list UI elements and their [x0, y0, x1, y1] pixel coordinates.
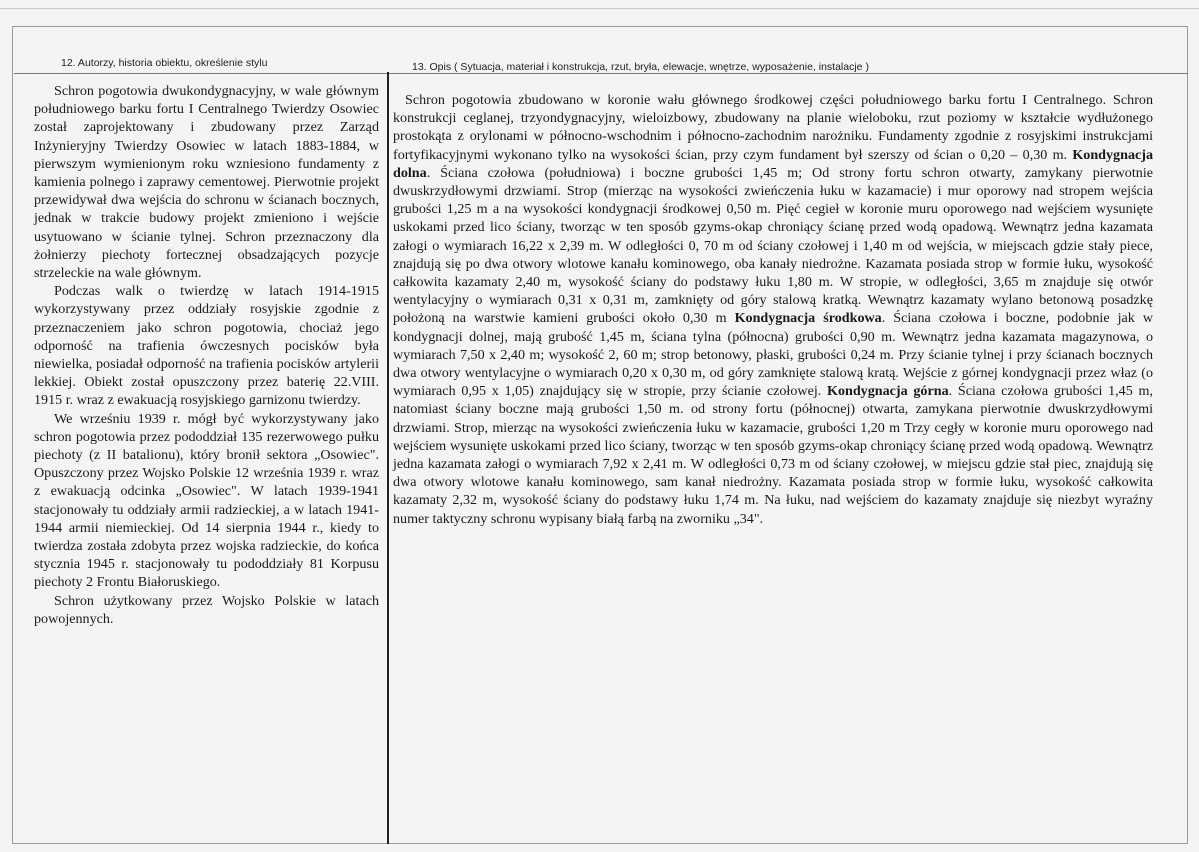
- column-divider: [387, 72, 389, 844]
- top-edge-rule: [0, 0, 1199, 9]
- history-paragraph: Schron użytkowany przez Wojsko Polskie w latach powojennych.: [34, 592, 379, 627]
- description-paragraph: [393, 91, 1153, 528]
- description-text: . Ściana czołowa grubości 1,45 m, natomiast ściany boczne mają grubości 1,50 m. od strony fortu (północnej) otwarta, zamykana pierwotnie dwuskrzydłowymi drzwiami. Strop, mierząc na wysokości zwieńczenia łuku w kazamacie, grubości 1,20 m Trzy cegły w koronie muru oporowego nad wejściem wysunięte uskokami przed lico ściany, tworząc w ten sposób gzyms-okap chroniący ścianę przed wodą opadową. Wewnątrz jedna kazamata załogi o wymiarach 7,92 x 2,41 m. W odległości 0,73 m od ściany czołowej, w miejscu gdzie stał piec, znajdują się dwa otwory wlotowe kanału kominowego, sam kanał niedrożny. Kazamata posiada strop w formie łuku, wysokość całkowita kazamaty 2,32 m, wysokość ściany do podstawy łuku 1,74 m. Na łuku, nad wejściem do kazamaty znajduje się niezbyt wyraźny numer taktyczny schronu wypisany białą farbą na zworniku „34".: [393, 383, 1153, 527]
- description-text: Schron pogotowia zbudowano w koronie wału głównego środkowej części południowego barku fortu I Centralnego. Schron konstrukcji ceglanej, trzyondygnacyjny, wieloizbowy, zbudowany na planie wieloboku, rzut poziomy w kształcie wydłużonego prostokąta z orylonami w północno-wschodnim i północno-zachodnim narożniku. Fundamenty zgodnie z rosyjskimi instrukcjami fortyfikacyjnymi wykonano tylko na wysokości ścian, przy czym fundament był szerszy od ścian o 0,20 – 0,30 m.: [393, 92, 1153, 163]
- description-text: . Ściana czołowa i boczne, podobnie jak w kondygnacji dolnej, mają grubość 1,45 m, ściana tylna (północna) grubości 0,90 m. Wewnątrz jedna kazamata magazynowa, o wymiarach 7,50 x 2,40 m; wysokość 2, 60 m; strop betonowy, płaski, grubości 0,24 m. Przy ścianie tylnej i przy ścianach bocznych dwa otwory wentylacyjne o wymiarach 0,20 x 0,30 m, od góry zamknięte stalową kratą. Wejście z górnej kondygnacji przez właz (o wymiarach 0,95 x 1,05) znajdujący się w stropie, przy ścianie czołowej.: [393, 310, 1153, 400]
- history-paragraph: Schron pogotowia dwukondygnacyjny, w wale głównym południowego barku fortu I Centralnego Twierdzy Osowiec został zaprojektowany i zbudowany przez Zarząd Inżynieryjny Twierdzy Osowiec w latach 1883-1884, w pierwszym wymienionym roku wzniesiono fundamenty z kamienia polnego i zaprawy cementowej. Pierwotnie projekt przewidywał dwa wejścia do schronu w ścianach bocznych, jednak w trakcie budowy projekt zmieniono i wejście usytuowano w ścianie tylnej. Schron przeznaczony dla żołnierzy piechoty fortecznej obsadzających pozycje strzeleckie na wale głównym.: [34, 83, 379, 282]
- history-paragraph: Podczas walk o twierdzę w latach 1914-1915 wykorzystywany przez oddziały rosyjskie zgodnie z przeznaczeniem jako schron pogotowia, chociaż jego odporność na trafienia ówczesnych pocisków była niewielka, posiadał odporność na trafienia pocisków artylerii lekkiej. Obiekt został opuszczony przez baterię 22.VIII. 1915 r. wraz z ewakuacją rosyjskiego garnizonu twierdzy.: [34, 283, 379, 409]
- section-12-header: 12. Autorzy, historia obiektu, określenie stylu: [61, 57, 268, 69]
- heading-lower-floor: Kondygnacja dolna: [393, 146, 1153, 181]
- heading-middle-floor: Kondygnacja środkowa: [734, 310, 882, 327]
- history-column: [34, 82, 379, 628]
- heading-upper-floor: Kondygnacja górna: [827, 383, 949, 400]
- header-rule: [14, 73, 1188, 74]
- section-13-header: 13. Opis ( Sytuacja, materiał i konstrukcja, rzut, bryła, elewacje, wnętrze, wyposażenie, instalacje ): [412, 61, 869, 73]
- description-text: . Ściana czołowa (południowa) i boczne grubości 1,45 m; Od strony fortu schron otwarty, zamykany pierwotnie dwuskrzydłowymi drzwiami. Strop (mierząc na wysokości zwieńczenia łuku w kazamacie) i mur oporowy nad stropem wejścia grubości 1,25 m a na wysokości kondygnacji środkowej 0,50 m. Pięć cegieł w koronie muru oporowego nad wejściem wysunięte uskokami przed lico ściany, tworząc w ten sposób gzyms-okap chroniący ścianę przed wodą opadową. Wewnątrz jedna kazamata załogi o wymiarach 16,22 x 2,39 m. W odległości 0, 70 m od ściany czołowej i 1,40 m od wejścia, w miejscach gdzie stały piece, znajdują się po dwa otwory wlotowe kanału kominowego, oba kanały niedrożne. Kazamata posiada strop w formie łuku, wysokość całkowita kazamaty 2,40 m, wysokość ściany do podstawy łuku 1,80 m. W stropie, w odległości, 3,65 m znajduje się otwór wentylacyjny o wymiarach 0,31 x 0,31 m, zamknięty od góry stalową kratką. Wewnątrz kazamaty wylano betonową posadzkę położoną na warstwie kamieni grubości około 0,30 m: [393, 164, 1153, 327]
- description-column: [393, 91, 1153, 528]
- history-paragraph: We wrześniu 1939 r. mógł być wykorzystywany jako schron pogotowia przez pododdział 135 rezerwowego pułku piechoty (z II batalionu), który bronił sektora „Osowiec". Opuszczony przez Wojsko Polskie 12 września 1939 r. wraz z ewakuacją odcinka „Osowiec". W latach 1939-1941 stacjonowały tu oddziały armii radzieckiej, a w latach 1941-1944 armii niemieckiej. Od 14 sierpnia 1944 r., kiedy to twierdza została zdobyta przez wojska radzieckie, do końca stycznia 1945 r. stacjonowały tu pododdziały 81 Korpusu piechoty 2 Frontu Białoruskiego.: [34, 410, 379, 591]
